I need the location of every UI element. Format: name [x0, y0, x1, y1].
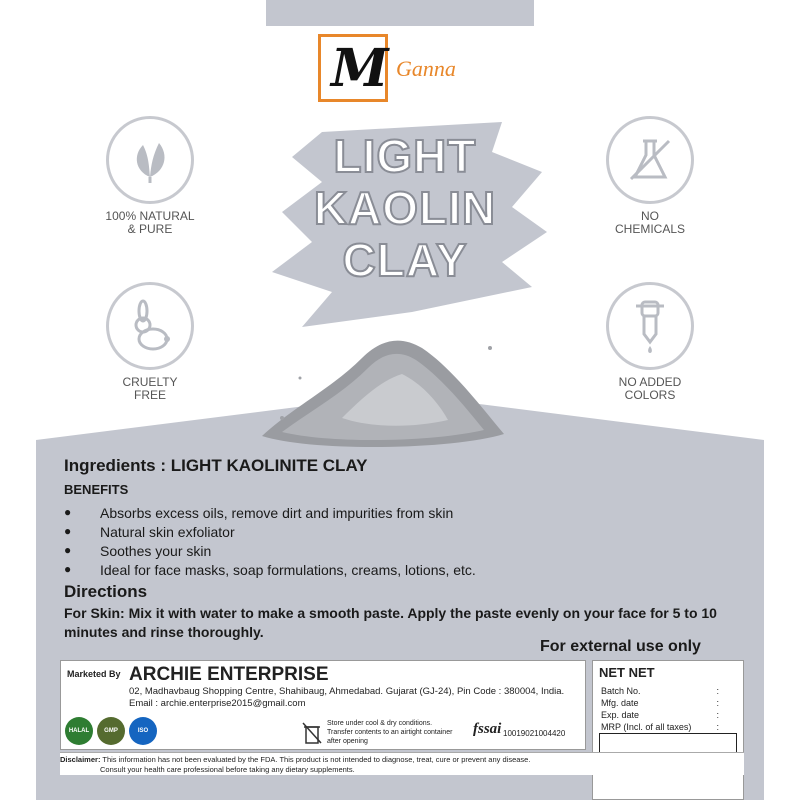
- iso-seal-icon: ISO: [129, 717, 157, 745]
- feature-cruelty-free: [60, 282, 240, 402]
- net-rows: [601, 685, 719, 733]
- feature-no-chemicals: [560, 116, 740, 236]
- fssai-number: 10019021004420: [503, 729, 566, 738]
- net-box: [592, 660, 744, 800]
- benefit-item: ● Natural skin exfoliator: [64, 524, 744, 540]
- no-chemicals-icon: [606, 116, 694, 204]
- feature-label: NO CHEMICALS: [614, 209, 685, 236]
- net-row-label: MRP (Incl. of all taxes): [601, 722, 692, 732]
- benefits-heading: BENEFITS: [64, 482, 129, 497]
- marketer-box: [60, 660, 586, 750]
- external-use-note: For external use only: [540, 638, 701, 655]
- marketed-by-label: Marketed By: [67, 669, 121, 679]
- logo-letter: M: [331, 38, 389, 99]
- net-row: Exp. date :: [601, 710, 719, 720]
- feature-label: CRUELTY FREE: [122, 375, 178, 402]
- directions-label: For Skin: [64, 605, 121, 621]
- product-title: [290, 130, 520, 286]
- net-row: MRP (Incl. of all taxes) :: [601, 722, 719, 732]
- net-row-label: Exp. date: [601, 710, 640, 720]
- net-row: Batch No. :: [601, 686, 719, 696]
- clay-powder-image: [252, 318, 512, 458]
- product-info: [64, 456, 744, 642]
- benefit-item: ● Ideal for face masks, soap formulations, creams, lotions, etc.: [64, 562, 744, 578]
- directions-body: : Mix it with water to make a smooth paste. Apply the paste evenly on your face for 5 to 10 minutes and rinse thoroughly.: [64, 605, 717, 640]
- gmp-seal-icon: GMP: [97, 717, 125, 745]
- disclaimer-label: Disclaimer:: [60, 755, 101, 764]
- ingredients: Ingredients : LIGHT KAOLINITE CLAY: [64, 456, 368, 475]
- storage-instructions: Store under cool & dry conditions. Transfer contents to an airtight container after opening: [327, 720, 453, 745]
- feature-natural: [60, 116, 240, 236]
- net-row-label: Batch No.: [601, 686, 641, 696]
- top-bar: [266, 0, 534, 26]
- certification-seals: [65, 717, 157, 745]
- disclaimer-text-2: Consult your health care professional before taking any dietary supplements.: [100, 765, 355, 774]
- directions-text: [64, 604, 729, 642]
- rabbit-icon: [106, 282, 194, 370]
- disclaimer: [60, 752, 744, 775]
- leaf-icon: [106, 116, 194, 204]
- feature-label: 100% NATURAL & PURE: [105, 209, 195, 236]
- recycle-bin-icon: [301, 721, 323, 745]
- marketer-name: ARCHIE ENTERPRISE: [129, 664, 329, 685]
- net-row: Mfg. date :: [601, 698, 719, 708]
- disclaimer-text: This information has not been evaluated by the FDA. This product is not intended to diagnose, treat, cure or prevent any disease.: [102, 755, 531, 764]
- email-line: Email : archie.enterprise2015@gmail.com: [129, 698, 306, 709]
- halal-seal-icon: HALAL: [65, 717, 93, 745]
- fssai-logo: fssai: [473, 721, 502, 737]
- directions-heading: Directions: [64, 582, 148, 601]
- feature-no-colors: [560, 282, 740, 402]
- title-line: LIGHT: [333, 130, 477, 182]
- dropper-icon: [606, 282, 694, 370]
- benefit-item: ● Soothes your skin: [64, 543, 744, 559]
- net-row-label: Mfg. date: [601, 698, 639, 708]
- benefit-item: ● Absorbs excess oils, remove dirt and impurities from skin: [64, 505, 744, 521]
- feature-label: NO ADDED COLORS: [618, 375, 682, 402]
- brand-logo: [318, 34, 388, 102]
- brand-name: Ganna: [396, 56, 456, 81]
- marketer-address: [129, 686, 564, 710]
- benefits-list: [64, 505, 744, 578]
- net-heading: NET NET: [599, 665, 655, 680]
- address-line: 02, Madhavbaug Shopping Centre, Shahibaug, Ahmedabad. Gujarat (GJ-24), Pin Code : 380004, India.: [129, 686, 565, 697]
- title-line: KAOLIN: [313, 182, 497, 234]
- title-line: CLAY: [342, 234, 468, 286]
